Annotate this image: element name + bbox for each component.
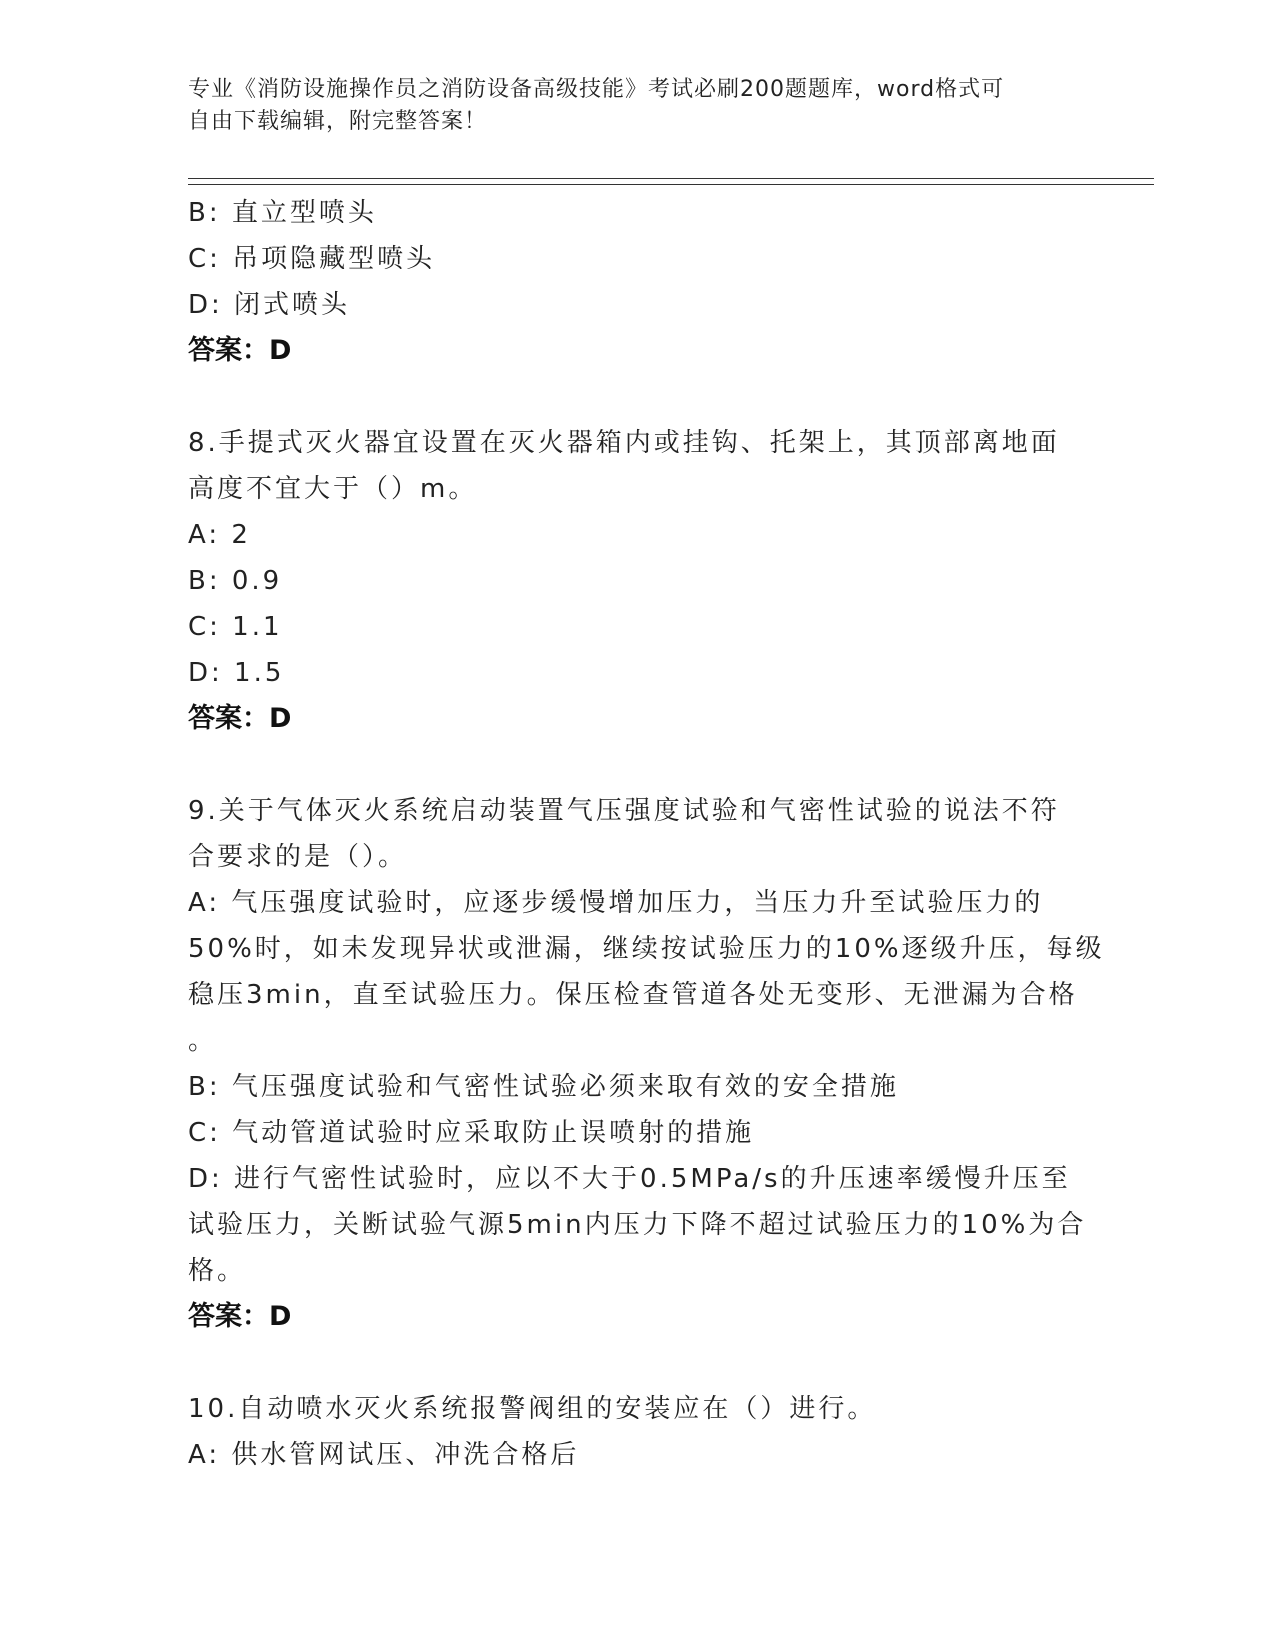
q9-option-d-line-1: D: 进行气密性试验时，应以不大于0.5MPa/s的升压速率缓慢升压至 (188, 1164, 1071, 1194)
spacer (188, 374, 1068, 420)
q8-option-c: C: 1.1 (188, 612, 283, 642)
question-9 (188, 788, 1105, 1340)
question-8 (188, 420, 1068, 742)
q7-option-d: D: 闭式喷头 (188, 290, 351, 320)
q9-option-a-line-3: 稳压3min，直至试验压力。保压检查管道各处无变形、无泄漏为合格 (188, 980, 1078, 1010)
q9-option-b: B: 气压强度试验和气密性试验必须来取有效的安全措施 (188, 1072, 899, 1102)
q9-option-a-line-2: 50%时，如未发现异状或泄漏，继续按试验压力的10%逐级升压，每级 (188, 934, 1105, 964)
header-line-2: 自由下载编辑，附完整答案！ (188, 109, 488, 134)
document-header (188, 74, 1068, 138)
q10-stem-line-1: 10.自动喷水灭火系统报警阀组的安装应在（）进行。 (188, 1394, 877, 1424)
q8-option-a: A: 2 (188, 520, 251, 550)
q8-option-b: B: 0.9 (188, 566, 283, 596)
q9-answer: 答案：D (188, 1301, 292, 1332)
q7-answer: 答案：D (188, 335, 292, 366)
question-7-tail (188, 190, 1068, 374)
header-line-1: 专业《消防设施操作员之消防设备高级技能》考试必刷200题题库，word格式可 (188, 77, 1005, 102)
q8-stem-line-2: 高度不宜大于（）m。 (188, 474, 478, 504)
q10-option-a: A: 供水管网试压、冲洗合格后 (188, 1440, 580, 1470)
q9-option-a-line-4: 。 (188, 1026, 218, 1056)
spacer (188, 1340, 1068, 1386)
q8-answer: 答案：D (188, 703, 292, 734)
q9-option-a-line-1: A: 气压强度试验时，应逐步缓慢增加压力，当压力升至试验压力的 (188, 888, 1044, 918)
question-content (188, 190, 1105, 1478)
q7-option-b: B: 直立型喷头 (188, 198, 377, 228)
header-divider-bottom (188, 184, 1154, 185)
q9-option-c: C: 气动管道试验时应采取防止误喷射的措施 (188, 1118, 755, 1148)
q8-stem-line-1: 8.手提式灭火器宜设置在灭火器箱内或挂钩、托架上，其顶部离地面 (188, 428, 1060, 458)
q9-stem-line-1: 9.关于气体灭火系统启动装置气压强度试验和气密性试验的说法不符 (188, 796, 1060, 826)
header-divider-top (188, 178, 1154, 179)
q9-stem-line-2: 合要求的是（）。 (188, 842, 408, 872)
q7-option-c: C: 吊项隐藏型喷头 (188, 244, 436, 274)
question-10 (188, 1386, 1068, 1478)
q9-option-d-line-3: 格。 (188, 1256, 247, 1286)
q8-option-d: D: 1.5 (188, 658, 285, 688)
spacer (188, 742, 1068, 788)
q9-option-d-line-2: 试验压力，关断试验气源5min内压力下降不超过试验压力的10%为合 (188, 1210, 1087, 1240)
